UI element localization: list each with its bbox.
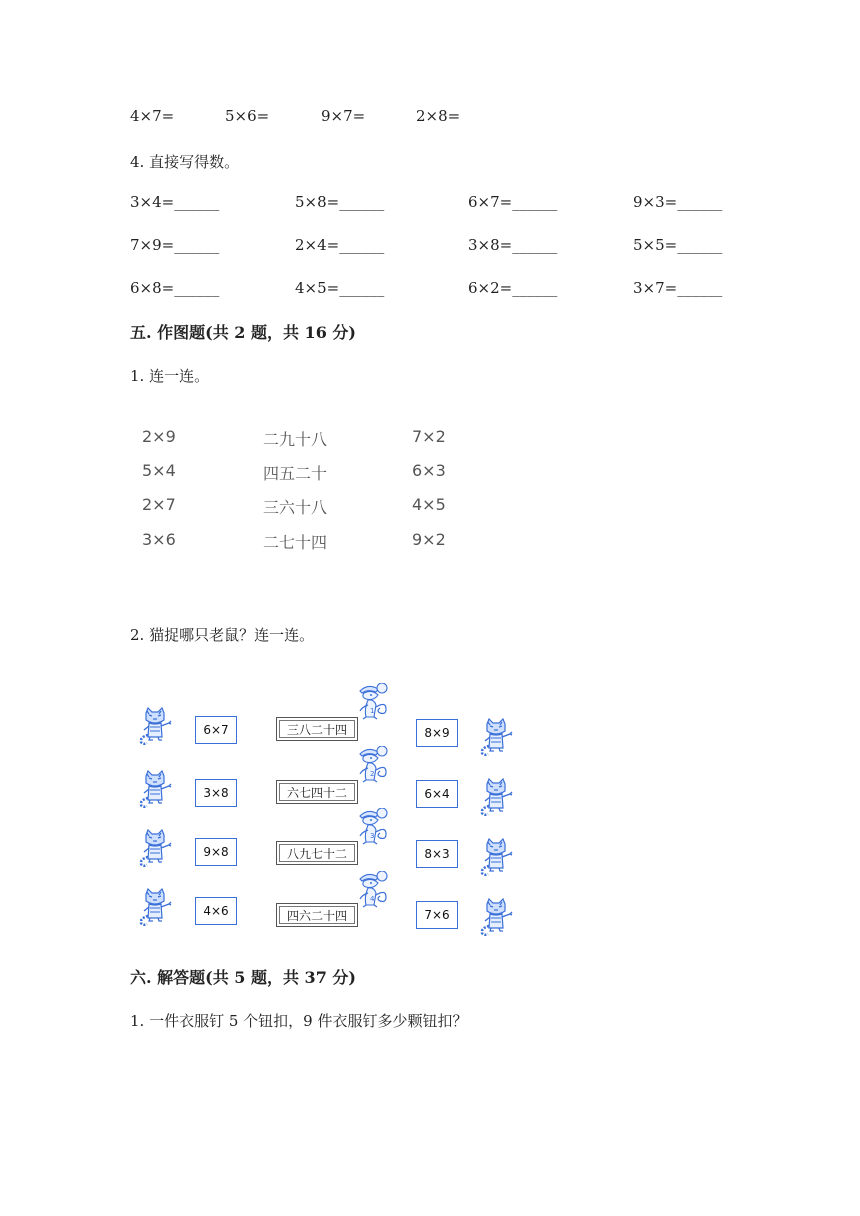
mouse-rhyme-box: 六七四十二 <box>276 780 358 804</box>
match-right-item: 9×2 <box>412 530 446 549</box>
cat-expression-box: 8×3 <box>416 840 458 868</box>
q4-item: 6×8=______ <box>130 279 220 297</box>
cat-expression-box: 6×4 <box>416 780 458 808</box>
cat-icon <box>479 838 517 878</box>
match-left-item: 2×7 <box>142 495 176 514</box>
mouse-icon <box>356 746 392 788</box>
section5-q2-title: 2. 猫捉哪只老鼠？连一连。 <box>130 626 315 644</box>
q4-title: 4. 直接写得数。 <box>130 153 240 171</box>
q4-item: 3×7=______ <box>633 279 723 297</box>
q4-item: 7×9=______ <box>130 236 220 254</box>
match-middle-item: 二九十八 <box>263 430 328 449</box>
match-left-item: 2×9 <box>142 427 176 446</box>
cat-icon <box>479 718 517 758</box>
cat-icon <box>479 778 517 818</box>
match-left-item: 5×4 <box>142 461 176 480</box>
cat-icon <box>138 770 176 810</box>
mouse-icon <box>356 871 392 913</box>
section5-q1-title: 1. 连一连。 <box>130 367 210 385</box>
mouse-icon <box>356 808 392 850</box>
q4-item: 9×3=______ <box>633 193 723 211</box>
top-row-item: 2×8= <box>416 107 461 125</box>
section5-title: 五. 作图题(共 2 题，共 16 分) <box>130 323 356 342</box>
q4-item: 5×8=______ <box>295 193 385 211</box>
cat-expression-box: 9×8 <box>195 838 237 866</box>
q4-item: 4×5=______ <box>295 279 385 297</box>
top-row-item: 9×7= <box>321 107 366 125</box>
mouse-icon <box>356 683 392 725</box>
match-middle-item: 二七十四 <box>263 533 328 552</box>
q4-item: 2×4=______ <box>295 236 385 254</box>
mouse-rhyme-box: 三八二十四 <box>276 717 358 741</box>
mouse-number: 3 <box>370 832 375 840</box>
cat-expression-box: 3×8 <box>195 779 237 807</box>
cat-icon <box>138 829 176 869</box>
mouse-number: 2 <box>370 770 375 778</box>
match-middle-item: 四五二十 <box>263 464 328 483</box>
q4-item: 6×7=______ <box>468 193 558 211</box>
section6-q1: 1. 一件衣服钉 5 个钮扣，9 件衣服钉多少颗钮扣？ <box>130 1012 468 1030</box>
cat-icon <box>138 707 176 747</box>
cat-expression-box: 7×6 <box>416 901 458 929</box>
cat-expression-box: 6×7 <box>195 716 237 744</box>
mouse-number: 4 <box>370 895 375 903</box>
cat-icon <box>138 888 176 928</box>
q4-item: 6×2=______ <box>468 279 558 297</box>
q4-item: 3×4=______ <box>130 193 220 211</box>
match-right-item: 4×5 <box>412 495 446 514</box>
q4-item: 3×8=______ <box>468 236 558 254</box>
top-row-item: 4×7= <box>130 107 175 125</box>
mouse-rhyme-box: 八九七十二 <box>276 841 358 865</box>
match-middle-item: 三六十八 <box>263 498 328 517</box>
mouse-number: 1 <box>370 707 375 715</box>
cat-icon <box>479 898 517 938</box>
match-right-item: 6×3 <box>412 461 446 480</box>
section6-title: 六. 解答题(共 5 题，共 37 分) <box>130 968 356 987</box>
q4-item: 5×5=______ <box>633 236 723 254</box>
top-row-item: 5×6= <box>225 107 270 125</box>
cat-expression-box: 8×9 <box>416 719 458 747</box>
match-left-item: 3×6 <box>142 530 176 549</box>
cat-expression-box: 4×6 <box>195 897 237 925</box>
mouse-rhyme-box: 四六二十四 <box>276 903 358 927</box>
match-right-item: 7×2 <box>412 427 446 446</box>
